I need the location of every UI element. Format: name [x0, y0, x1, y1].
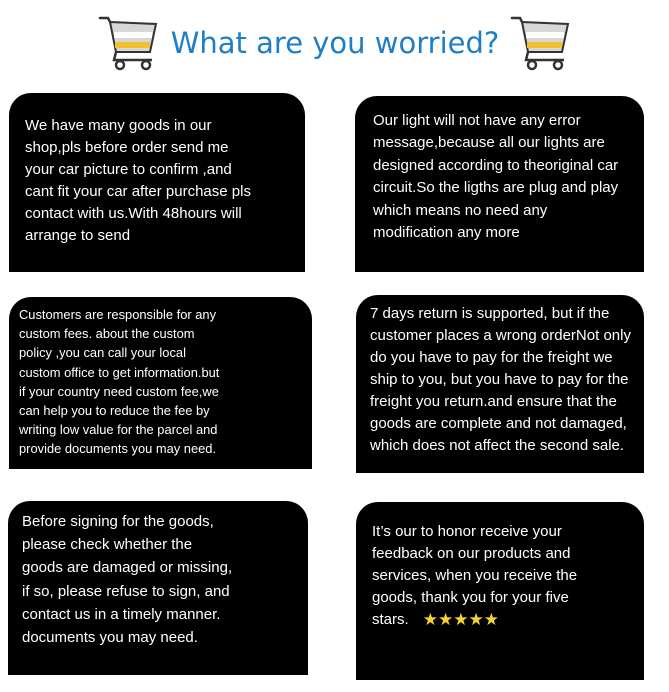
stars-line [372, 609, 636, 631]
star-icon: ★ [422, 610, 438, 630]
info-card-feedback [356, 502, 644, 680]
card-text: It’s our to honor receive your feedback on our products and services, when you receive the goods, thank you for your five [372, 523, 578, 606]
page-title: What are you worried? [170, 26, 500, 60]
star-icon: ★ [437, 610, 454, 630]
star-icon: ★ [453, 610, 469, 630]
info-card-custom-fees [9, 297, 312, 469]
card-text: 7 days return is supported, but if the customer places a wrong orderNot only do you have to pay for the freight we ship to you, but you have to pay for the freight you return.and ensure that the goods are complete and not damaged, which does not affect the second sale. [370, 305, 631, 454]
card-text: Our light will not have any error message,because all our lights are designed according to theoriginal car circuit.So the ligths are plug and play which means no need any modification any more [373, 112, 619, 242]
info-card-shipping [9, 93, 305, 272]
star-icon: ★ [483, 610, 499, 630]
info-card-signing [8, 501, 308, 675]
card-text-end: stars. [372, 611, 409, 628]
card-text: Before signing for the goods, please check whether the goods are damaged or missing, if so, please refuse to sign, and contact us in a timely manner. documents you may need. [22, 513, 233, 647]
shopping-cart-icon [510, 12, 572, 72]
card-text: Customers are responsible for any custom fees. about the custom policy ,you can call your local custom office to get information.but if your country need custom fee,we can help you to reduce the fee by writing low value for the parcel and provide documents you may need. [19, 307, 220, 457]
info-card-error-message [355, 96, 644, 272]
card-text: We have many goods in our shop,pls before order send me your car picture to confirm ,and cant fit your car after purchase pls contact with us.With 48hours will arrange to send [25, 117, 251, 244]
five-star-rating [423, 609, 499, 631]
star-icon: ★ [468, 610, 484, 630]
info-card-return-policy [356, 295, 644, 473]
